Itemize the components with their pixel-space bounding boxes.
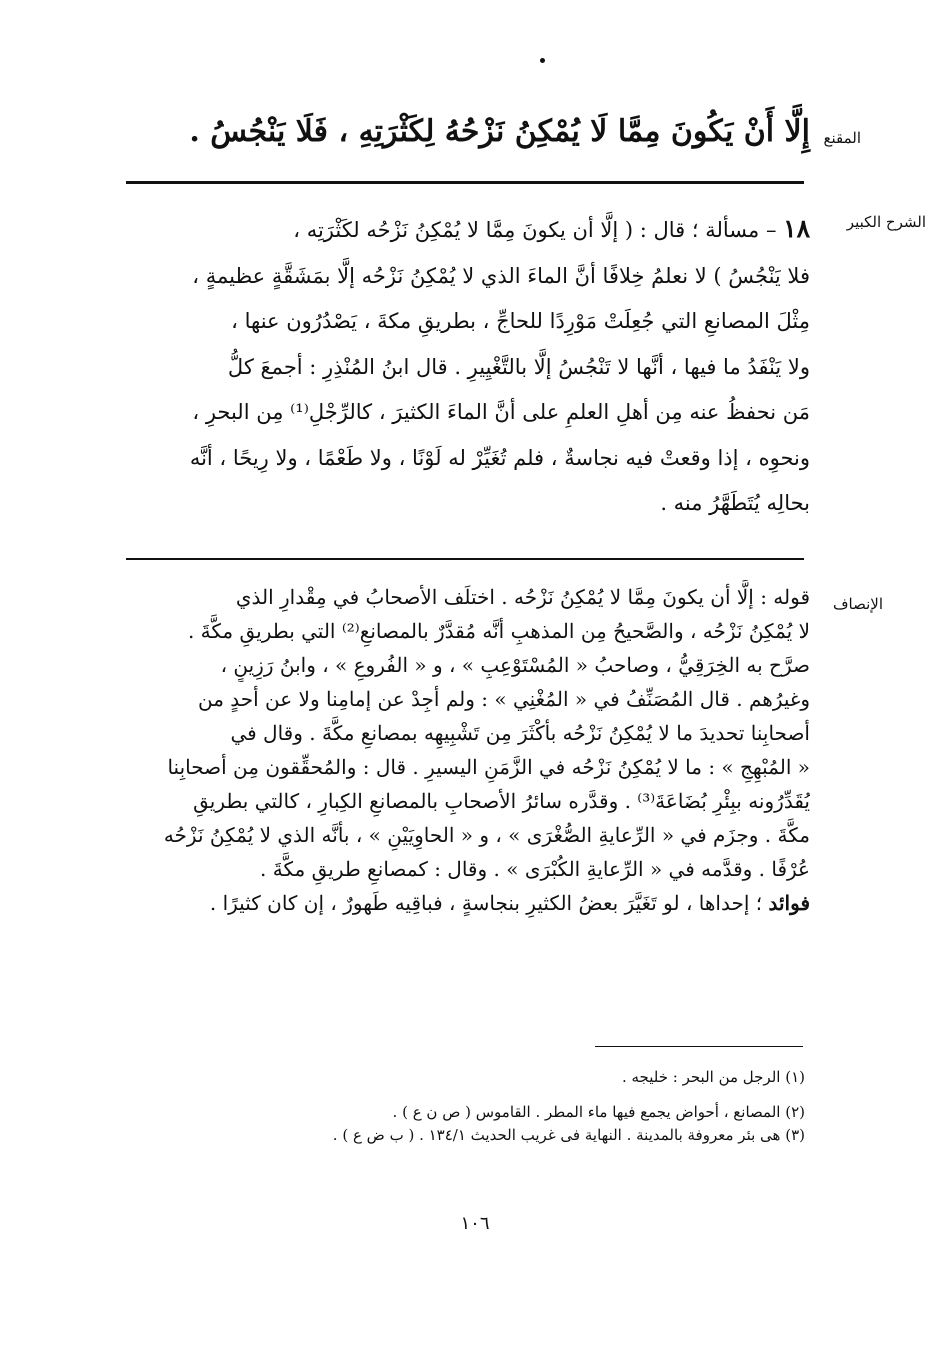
label-sharh-kabir: الشرح الكبير [846,213,926,231]
page-number: ١٠٦ [460,1213,490,1234]
sharh-line-7: بحالِه يُتَطَهَّرُ منه . [660,491,810,515]
section-divider-top [126,181,804,184]
insaf-line-9: عُرْفًا . وقدَّمه في « الرِّعايةِ الكُبْرَى » . وقال : كمصانعِ طريقِ مكَّةَ . [260,857,810,881]
fawaid-line [130,886,810,920]
insaf-line-7: يُقَدِّرُونه ببِئْرِ بُضَاعَةَ⁽³⁾ . وقدَّره سائرُ الأصحابِ بالمصانعِ الكِبارِ ، كالتي بطريقِ [193,789,810,813]
insaf-line-4: وغيرُهم . قال المُصَنِّفُ في « المُغْنِي » : ولم أجِدْ عن إمامِنا ولا عن أحدٍ من [197,687,810,711]
insaf-line-8: مكَّةَ . وجزَم في « الرِّعايةِ الصُّغْرَى » ، و « الحاوِيَيْنِ » ، بأنَّه الذي لا يُمْكِنُ نَزْحُه [163,823,810,847]
fawaid-heading: فوائد [768,891,810,915]
sharh-line-1: ١٨ – مسألة ؛ قال : ( إلَّا أن يكونَ مِمَّا لا يُمْكِنُ نَزْحُه لكَثْرَتِه ، [293,214,810,243]
footnote-3: (٣) هى بئر معروفة بالمدينة . النهاية فى غريب الحديث ١٣٤/١ . ( ب ض ع ) . [332,1126,805,1144]
sharh-line-3: مِثْلَ المصانعِ التي جُعِلَتْ مَوْرِدًا للحاجِّ ، بطريقِ مكةَ ، يَصْدُرُون عنها ، [231,309,810,333]
issue-number: ١٨ [783,214,810,243]
fawaid-text: ؛ إحداها ، لو تَغَيَّرَ بعضُ الكثيرِ بنجاسةٍ ، فباقِيه طَهورٌ ، إن كان كثيرًا . [209,891,763,915]
sharh-line-2: فلا يَنْجُسُ ) لا نعلمُ خِلافًا أنَّ الماءَ الذي لا يُمْكِنُ نَزْحُه إلَّا بمَشَقَّةٍ عظيمةٍ ، [192,263,810,288]
insaf-text [130,580,810,920]
footnote-2: (٢) المصانع ، أحواض يجمع فيها ماء المطر . القاموس ( ص ن ع ) . [392,1103,805,1121]
footnote-divider [595,1046,803,1047]
insaf-line-3: صرَّح به الخِرَقِيُّ ، وصاحبُ « المُسْتَوْعِبِ » ، و « الفُروعِ » ، وابنُ رَزِينٍ ، [220,653,810,677]
sharh-line-5: مَن نحفظُ عنه مِن أهلِ العلمِ على أنَّ الماءَ الكثيرَ ، كالرِّجْلِ⁽¹⁾ مِن البحرِ ، [192,400,810,424]
insaf-line-1: قوله : إلَّا أن يكونَ مِمَّا لا يُمْكِنُ نَزْحُه . اختلَف الأصحابُ في مِقْدارِ الذي [235,585,810,609]
muqni-text: إِلَّا أَنْ يَكُونَ مِمَّا لَا يُمْكِنُ نَزْحُهُ لِكَثْرَتِهِ ، فَلَا يَنْجُسُ . [189,114,810,149]
sharh-text [130,206,810,527]
insaf-line-2: لا يُمْكِنُ نَزْحُه ، والصَّحيحُ مِن المذهبِ أنَّه مُقدَّرٌ بالمصانعِ⁽²⁾ التي بطريقِ مكَّةَ . [187,619,810,643]
sharh-line-6: ونحوِه ، إذا وقعتْ فيه نجاسةٌ ، فلم تُغَيِّرْ له لَوْنًا ، ولا طَعْمًا ، ولا رِيحًا ، أنَّه [189,445,810,470]
section-divider-middle [126,558,804,560]
top-dot-mark [540,58,545,63]
label-insaf: الإنصاف [832,595,883,613]
footnote-1: (١) الرجل من البحر : خليجه . [621,1068,805,1086]
insaf-line-5: أصحابِنا تحديدَ ما لا يُمْكِنُ نَزْحُه بأكْثَرَ مِن تَشْبِيهِه بمصانعِ مكَّةَ . وقال في [230,721,810,745]
sharh-line-4: ولا يَنْفَدُ ما فيها ، أنَّها لا تَنْجُسُ إلَّا بالتَّغْيِيرِ . قال ابنُ المُنْذِرِ : أجمعَ كلُّ [227,354,810,379]
footnotes [200,1066,805,1159]
insaf-line-6: « المُبْهِجِ » : ما لا يُمْكِنُ نَزْحُه في الزَّمَنِ اليسيرِ . قال : والمُحقِّقون مِن أصحابِنا [167,755,810,779]
label-muqni: المقنع [823,129,861,147]
